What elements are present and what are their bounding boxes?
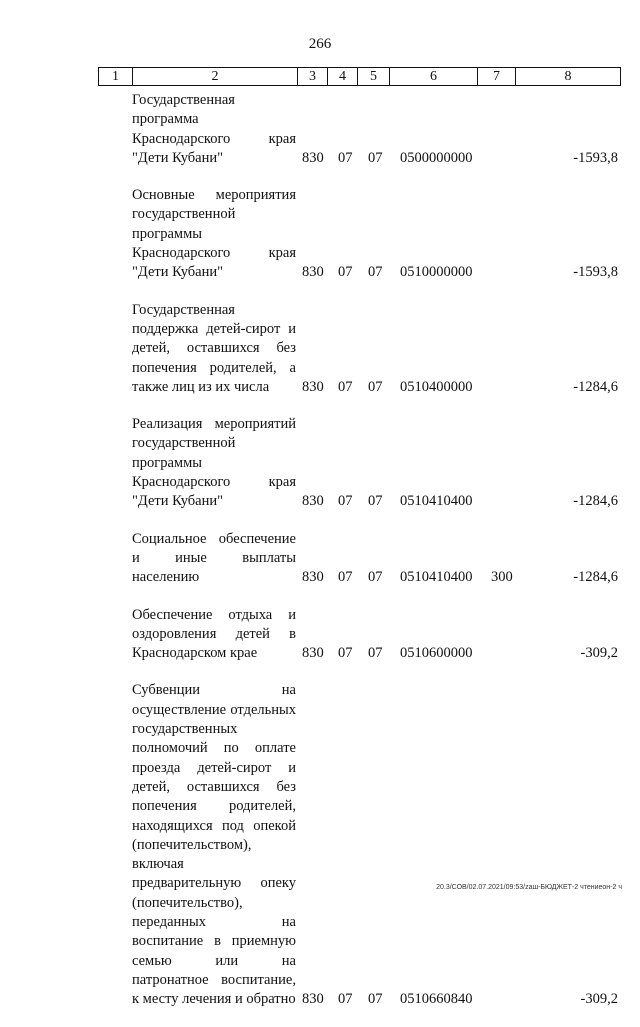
row-name: Реализация мероприятий государственной программы Краснодарского края "Дети Кубани": [132, 416, 296, 510]
table-row: [0, 301, 640, 397]
table-row: [0, 186, 640, 282]
row-col-4: 07: [338, 378, 353, 395]
header-col-4: 4: [328, 68, 358, 85]
table-row: [0, 681, 640, 1009]
row-col-5: 07: [368, 645, 383, 662]
row-col-5: 07: [368, 991, 383, 1008]
row-col-3: 830: [302, 569, 324, 586]
row-col-5: 07: [368, 378, 383, 395]
row-col-3: 830: [302, 645, 324, 662]
row-col-3: 830: [302, 264, 324, 281]
table-row: [0, 606, 640, 664]
header-col-6: 6: [390, 68, 478, 85]
row-name: Государственная поддержка детей-сирот и детей, оставшихся без попечения родителей, а также лиц из их числа: [132, 301, 296, 395]
row-col-5: 07: [368, 569, 383, 586]
row-col-6: 0510410400: [400, 493, 473, 510]
header-col-8: 8: [564, 68, 572, 84]
row-col-4: 07: [338, 264, 353, 281]
page-number: 266: [308, 36, 332, 52]
row-col-7: 300: [491, 569, 513, 586]
table-row: [0, 530, 640, 588]
row-col-6: 0510410400: [400, 569, 473, 586]
row-name: Социальное обеспечение и иные выплаты населению: [132, 530, 296, 586]
row-name: Субвенции на осуществление отдельных государственных полномочий по оплате проезда детей-сирот и детей, оставшихся без попечения родителей, находящихся под опекой (попечительством), включая предварительную опеку (попечительство), переданных на воспитание в приемную семью или на патронатное воспитание, к месту лечения и обратно: [132, 682, 296, 1008]
row-col-8: -1284,6: [573, 493, 618, 510]
row-col-3: 830: [302, 991, 324, 1008]
row-col-3: 830: [302, 378, 324, 395]
header-col-7: 7: [478, 68, 516, 85]
row-name: Обеспечение отдыха и оздоровления детей в Краснодарском крае: [132, 606, 296, 662]
row-col-4: 07: [338, 569, 353, 586]
row-col-4: 07: [338, 493, 353, 510]
row-col-3: 830: [302, 493, 324, 510]
row-col-8: -1593,8: [573, 264, 618, 281]
header-col-2: 2: [133, 68, 298, 85]
header-col-1: 1: [99, 68, 133, 85]
row-name: Государственная программа Краснодарского края "Дети Кубани": [132, 92, 296, 166]
row-col-8: -1284,6: [573, 378, 618, 395]
row-col-8: -1593,8: [573, 149, 618, 166]
row-name: Основные мероприятия государственной программы Краснодарского края "Дети Кубани": [132, 187, 296, 281]
row-col-8: -1284,6: [573, 569, 618, 586]
row-col-4: 07: [338, 991, 353, 1008]
row-col-3: 830: [302, 149, 324, 166]
row-col-6: 0510660840: [400, 991, 473, 1008]
row-col-8: -309,2: [580, 645, 618, 662]
row-col-5: 07: [368, 493, 383, 510]
row-col-6: 0500000000: [400, 149, 473, 166]
table-header: [98, 67, 621, 86]
row-col-4: 07: [338, 645, 353, 662]
document-footer: 20.3/СОВ/02.07.2021/09:53/zаш-БЮДЖЕТ-2 чтениеон-2 ч: [436, 884, 622, 891]
row-col-8: -309,2: [580, 991, 618, 1008]
row-col-6: 0510600000: [400, 645, 473, 662]
row-col-6: 0510400000: [400, 378, 473, 395]
row-col-4: 07: [338, 149, 353, 166]
table-row: [0, 415, 640, 511]
row-col-6: 0510000000: [400, 264, 473, 281]
row-col-5: 07: [368, 149, 383, 166]
header-col-3: 3: [298, 68, 328, 85]
table-row: [0, 91, 640, 168]
header-col-5: 5: [358, 68, 390, 85]
row-col-5: 07: [368, 264, 383, 281]
